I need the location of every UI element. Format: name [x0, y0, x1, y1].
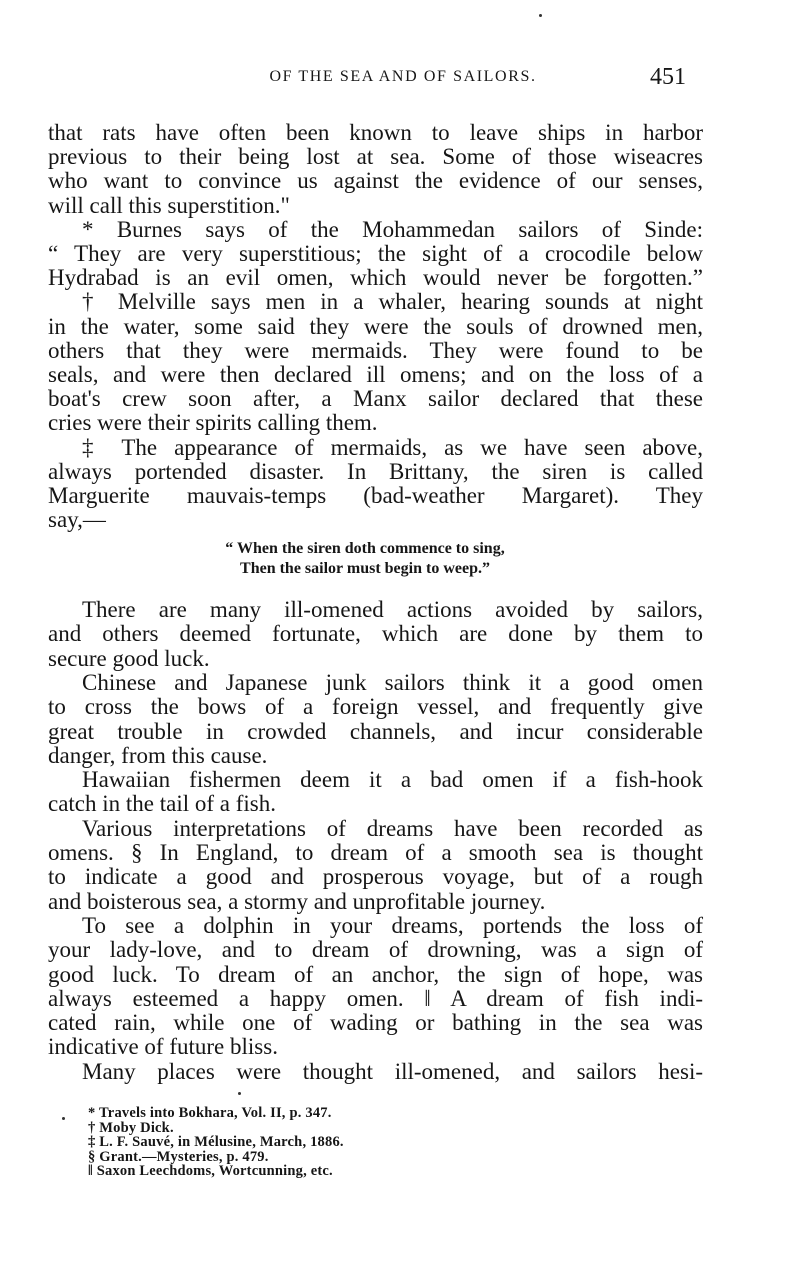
footnote: ‖ Saxon Leechdoms, Wortcunning, etc. — [88, 1163, 333, 1180]
scan-speck — [62, 1117, 65, 1120]
scan-speck — [539, 14, 542, 17]
scan-speck — [238, 1092, 241, 1095]
quote-line: “ When the siren doth commence to sing, — [225, 540, 505, 557]
text-line: danger, from this cause. — [48, 742, 268, 768]
text-line: indicative of future bliss. — [48, 1034, 278, 1060]
paragraph-first-line: * Burnes says of the Mohammedan sailors of Sinde: — [82, 216, 703, 242]
text-line: will call this superstition." — [48, 192, 290, 218]
paragraph-first-line: Many places were thought ill-omened, and sailors hesi- — [82, 1058, 703, 1084]
text-line: cries were their spirits calling them. — [48, 410, 378, 436]
paragraph-first-line: There are many ill-omened actions avoided by sailors, — [82, 597, 703, 622]
text-line: secure good luck. — [48, 645, 210, 671]
text-line: good luck. To dream of an anchor, the sign of hope, was — [48, 961, 703, 987]
footnote: § Grant.—Mysteries, p. 479. — [88, 1148, 269, 1165]
text-line: seals, and were then declared ill omens; and on the loss of a — [48, 362, 703, 387]
paragraph-first-line: Chinese and Japanese junk sailors think it a good omen — [82, 669, 703, 695]
text-line: Marguerite mauvais-temps (bad-weather Margaret). They — [48, 483, 703, 508]
text-line: always portended disaster. In Brittany, the siren is called — [48, 458, 703, 484]
text-line: say,— — [48, 507, 106, 533]
text-line: your lady-love, and to dream of drowning, was a sign of — [48, 937, 703, 963]
quote-line: Then the sailor must begin to weep.” — [240, 560, 490, 577]
text-line: Hydrabad is an evil omen, which would never be forgotten.” — [48, 265, 703, 291]
text-line: who want to convince us against the evidence of our senses, — [48, 168, 703, 194]
text-line: omens. § In England, to dream of a smooth sea is thought — [48, 840, 703, 865]
paragraph-first-line: Various interpretations of dreams have been recorded as — [82, 815, 703, 841]
paragraph-first-line: Hawaiian fishermen deem it a bad omen if a fish-hook — [82, 767, 703, 793]
text-line: always esteemed a happy omen. ‖ A dream of fish indi- — [48, 985, 703, 1011]
paragraph-first-line: To see a dolphin in your dreams, portends the loss of — [82, 912, 703, 938]
footnote: † Moby Dick. — [88, 1119, 174, 1136]
text-line: catch in the tail of a fish. — [48, 791, 277, 817]
footnote: ‡ L. F. Sauvé, in Mélusine, March, 1886. — [88, 1134, 344, 1151]
text-line: and boisterous sea, a stormy and unprofitable journey. — [48, 888, 546, 914]
text-line: “ They are very superstitious; the sight of a crocodile below — [48, 241, 703, 266]
text-line: great trouble in crowded channels, and incur considerable — [48, 718, 703, 744]
text-line: and others deemed fortunate, which are done by them to — [48, 621, 703, 647]
paragraph-first-line: ‡ The appearance of mermaids, as we have seen above, — [82, 434, 703, 460]
footnote: * Travels into Bokhara, Vol. II, p. 347. — [88, 1105, 332, 1121]
text-line: boat's crew soon after, a Manx sailor declared that these — [48, 386, 703, 412]
running-title: OF THE SEA AND OF SAILORS. — [269, 68, 537, 85]
text-line: others that they were mermaids. They were found to be — [48, 337, 703, 363]
text-line: to indicate a good and prosperous voyage, but of a rough — [48, 864, 703, 890]
text-line: previous to their being lost at sea. Some of those wiseacres — [48, 144, 703, 170]
page-number: 451 — [650, 64, 686, 90]
text-line: cated rain, while one of wading or bathing in the sea was — [48, 1010, 703, 1036]
text-line: that rats have often been known to leave ships in harbor — [48, 120, 703, 145]
paragraph-first-line: † Melville says men in a whaler, hearing sounds at night — [82, 289, 703, 315]
text-line: in the water, some said they were the souls of drowned men, — [48, 313, 703, 339]
text-line: to cross the bows of a foreign vessel, and frequently give — [48, 694, 703, 720]
